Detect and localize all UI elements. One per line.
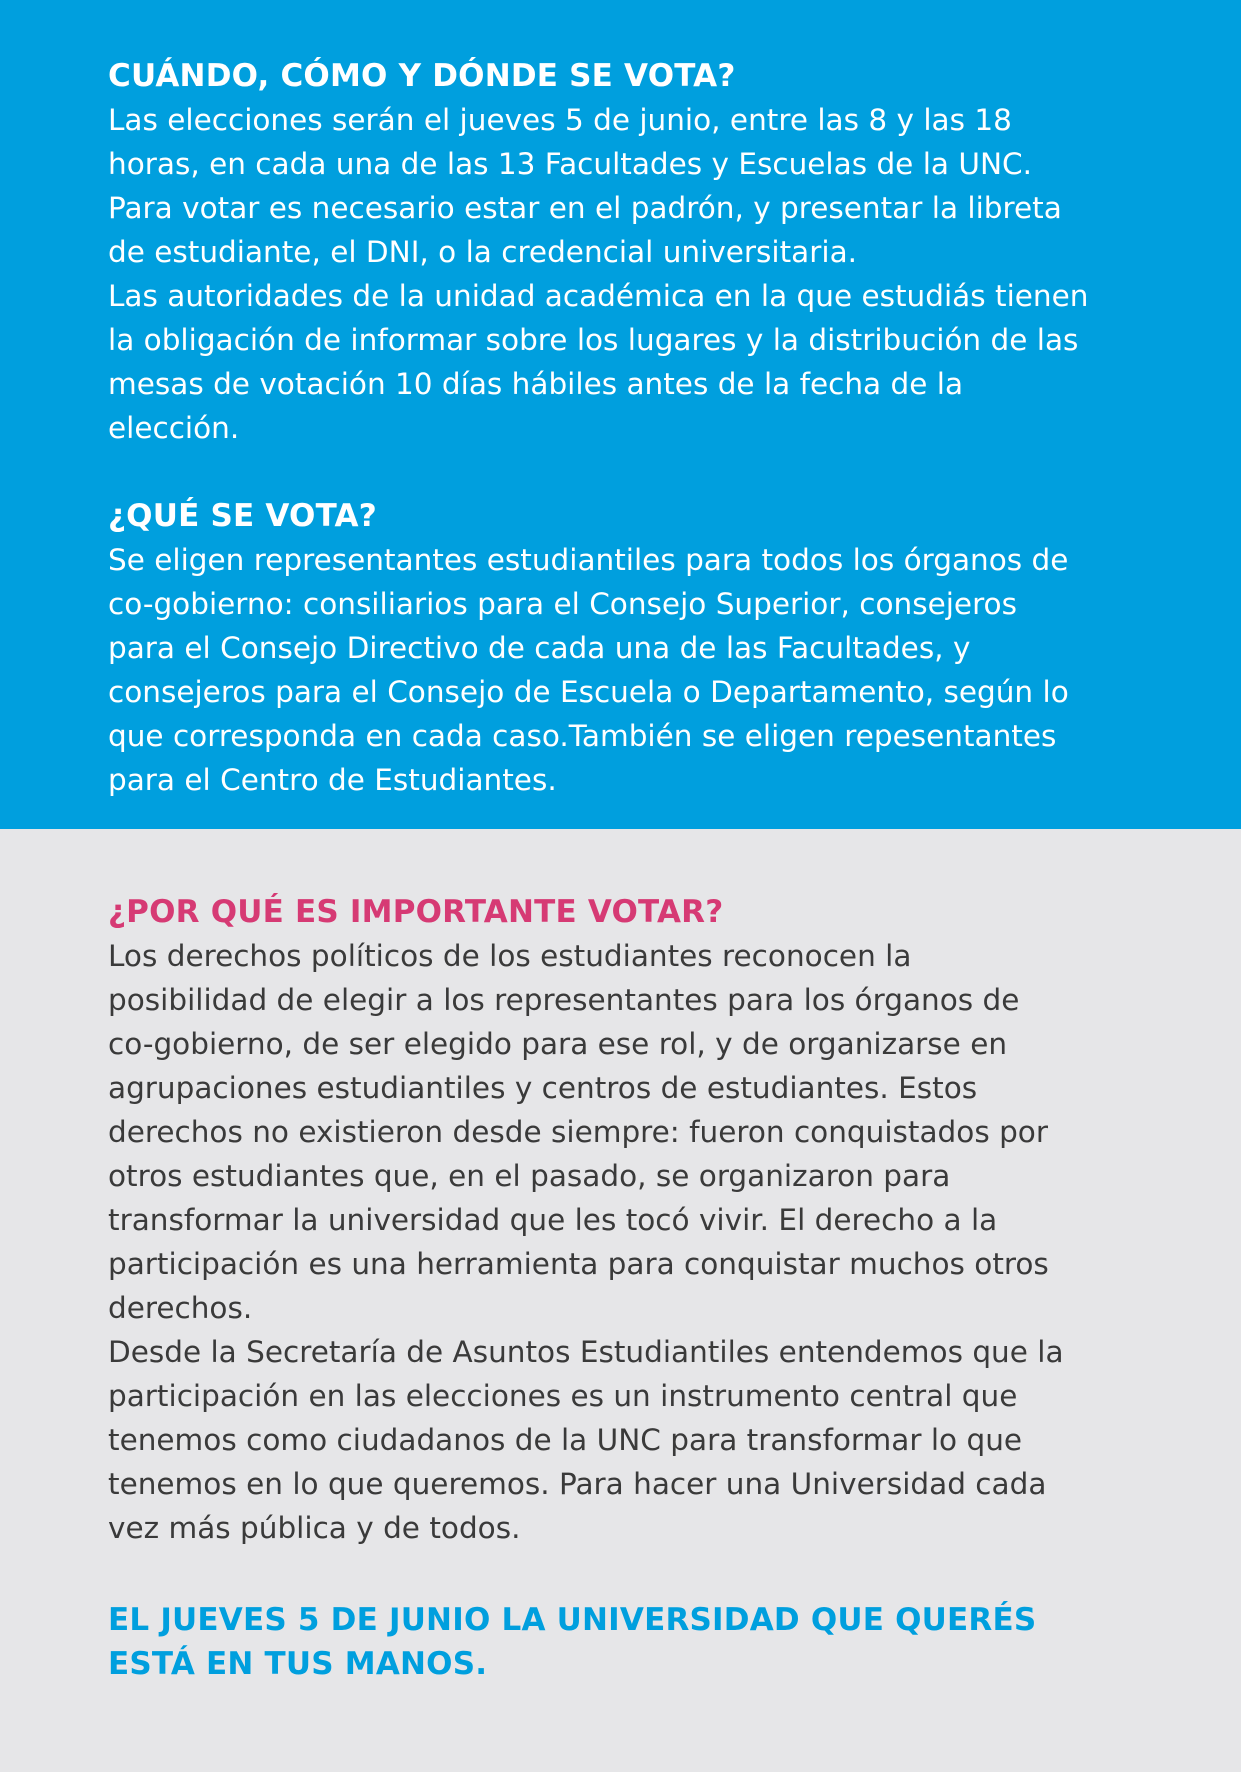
closing-call-to-action	[108, 1598, 1158, 1686]
top-blue-panel	[0, 0, 1241, 829]
section-what-body: Se eligen representantes estudiantiles para todos los órganos de co-gobierno: consiliarios para el Consejo Superior, consejeros para el Consejo Directivo de cada una de las Facultades, y consejeros para el Consejo de Escuela o Departamento, según lo que corresponda en cada caso.También se eligen repesentantes para el Centro de Estudiantes.	[108, 543, 1069, 797]
section-when-how-where	[108, 54, 1158, 450]
section-what-heading: ¿QUÉ SE VOTA?	[108, 498, 377, 534]
bottom-gray-panel	[0, 829, 1241, 1772]
section-when-heading: CUÁNDO, CÓMO Y DÓNDE SE VOTA?	[108, 58, 736, 94]
section-why-vote	[108, 890, 1158, 1550]
section-what-is-voted	[108, 494, 1158, 802]
section-when-body: Las elecciones serán el jueves 5 de junio, entre las 8 y las 18 horas, en cada una de las 13 Facultades y Escuelas de la UNC. Para votar es necesario estar en el padrón, y presentar la libreta de estudiante, el DNI, o la credencial universitaria. Las autoridades de la unidad académica en la que estudiás tienen la obligación de informar sobre los lugares y la distribución de las mesas de votación 10 días hábiles antes de la fecha de la elección.	[108, 103, 1089, 445]
section-why-heading: ¿POR QUÉ ES IMPORTANTE VOTAR?	[108, 894, 724, 930]
section-why-body: Los derechos políticos de los estudiantes reconocen la posibilidad de elegir a los representantes para los órganos de co-gobierno, de ser elegido para ese rol, y de organizarse en agrupaciones estudiantiles y centros de estudiantes. Estos derechos no existieron desde siempre: fueron conquistados por otros estudiantes que, en el pasado, se organizaron para transformar la universidad que les tocó vivir. El derecho a la participación es una herramienta para conquistar muchos otros derechos. Desde la Secretaría de Asuntos Estudiantiles entendemos que la participación en las elecciones es un instrumento central que tenemos como ciudadanos de la UNC para transformar lo que tenemos en lo que queremos. Para hacer una Universidad cada vez más pública y de todos.	[108, 939, 1064, 1545]
closing-slogan: EL JUEVES 5 DE JUNIO LA UNIVERSIDAD QUE QUERÉS ESTÁ EN TUS MANOS.	[108, 1602, 1037, 1682]
